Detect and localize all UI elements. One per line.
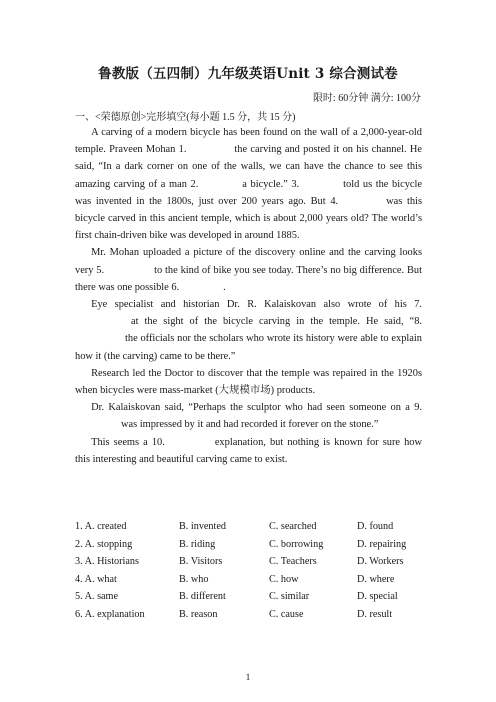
paragraph-1: [75, 124, 422, 244]
option-c: C. searched: [269, 521, 317, 532]
option-c: C. how: [269, 573, 299, 585]
text-segment: A carving of a modern bicycle has been found on the wall of a 2,000-year-old temple. Praveen Mohan 1.: [75, 127, 422, 156]
option-a: 3. A. Historians: [75, 556, 139, 568]
text-segment: was impressed by it and had recorded it forever on the stone.”: [121, 419, 379, 431]
option-row: [75, 571, 422, 589]
paragraph-6: [75, 434, 422, 468]
page-number: 1: [245, 672, 251, 682]
answer-options: [75, 518, 422, 624]
option-d: D. special: [357, 591, 398, 603]
option-d: D. Workers: [357, 556, 404, 568]
option-c: C. similar: [269, 591, 310, 603]
option-a: 6. A. explanation: [75, 608, 145, 620]
option-c: C. cause: [269, 608, 304, 620]
option-row: [75, 536, 422, 554]
option-c: C. borrowing: [269, 538, 324, 550]
paragraph-5: [75, 399, 422, 433]
option-d: D. where: [357, 573, 395, 585]
option-d: D. found: [357, 521, 394, 532]
text-segment: at the sight of the bicycle carving in the temple. He said, “8.: [131, 316, 422, 328]
text-segment: to the kind of bike you see today. There’s no big difference. But there was one possible 6.: [75, 264, 422, 293]
option-a: 1. A. created: [75, 521, 127, 532]
option-row: [75, 518, 422, 536]
page-title: 鲁教版（五四制）九年级英语Unit 3 综合测试卷: [98, 66, 398, 82]
option-d: D. repairing: [357, 538, 407, 550]
text-segment: Eye specialist and historian Dr. R. Kalaiskovan also wrote of his 7.: [91, 299, 422, 311]
paragraph-3: [75, 296, 422, 365]
option-b: B. invented: [179, 521, 226, 532]
text-segment: This seems a 10.: [91, 436, 165, 448]
option-row: [75, 553, 422, 571]
option-a: 4. A. what: [75, 573, 117, 585]
option-d: D. result: [357, 608, 393, 620]
text-segment: Mr. Mohan uploaded a picture of the discovery online and the carving looks very 5.: [75, 247, 422, 276]
option-row: [75, 588, 422, 606]
option-b: B. different: [179, 591, 226, 603]
text-segment: the carving and posted it on his channel. He said, “In a dark corner on one of the walls, we can have the chance to see this amazing carving of a man 2.: [75, 144, 422, 190]
text-segment: the officials nor the scholars who wrote its history were able to explain how it (the carving) came to be there.”: [75, 333, 422, 362]
option-b: B. riding: [179, 538, 216, 550]
option-b: B. Visitors: [179, 556, 223, 568]
cloze-passage: [75, 124, 422, 468]
text-segment: Dr. Kalaiskovan said, “Perhaps the sculptor who had seen someone on a 9.: [91, 402, 422, 414]
option-row: [75, 606, 422, 624]
text-segment: .: [223, 281, 226, 293]
option-b: B. who: [179, 573, 209, 585]
option-a: 5. A. same: [75, 591, 119, 603]
paragraph-4: [75, 365, 422, 399]
section-heading: 一、<荣德原创>完形填空(每小题 1.5 分，共 15 分): [75, 112, 296, 123]
text-segment: a bicycle.” 3.: [242, 178, 300, 190]
text-segment: explanation, but nothing is known for sure how this interesting and beautiful carving came to exist.: [75, 436, 422, 465]
text-segment: told us the bicycle was invented in the 1800s, just over 200 years ago. But 4.: [75, 178, 422, 207]
text-segment: was this bicycle carved in this ancient temple, which is about 2,000 years old? The world’s first chain-driven bike was developed in around 1885.: [75, 195, 422, 242]
text-segment: Research led the Doctor to discover that the temple was repaired in the 1920s when bicycles were mass-market (大规模市场) products.: [75, 367, 422, 397]
option-a: 2. A. stopping: [75, 538, 133, 550]
paragraph-2: [75, 244, 422, 296]
option-c: C. Teachers: [269, 556, 317, 568]
option-b: B. reason: [179, 608, 218, 620]
time-score-info: 限时: 60分钟 满分: 100分: [312, 93, 421, 104]
